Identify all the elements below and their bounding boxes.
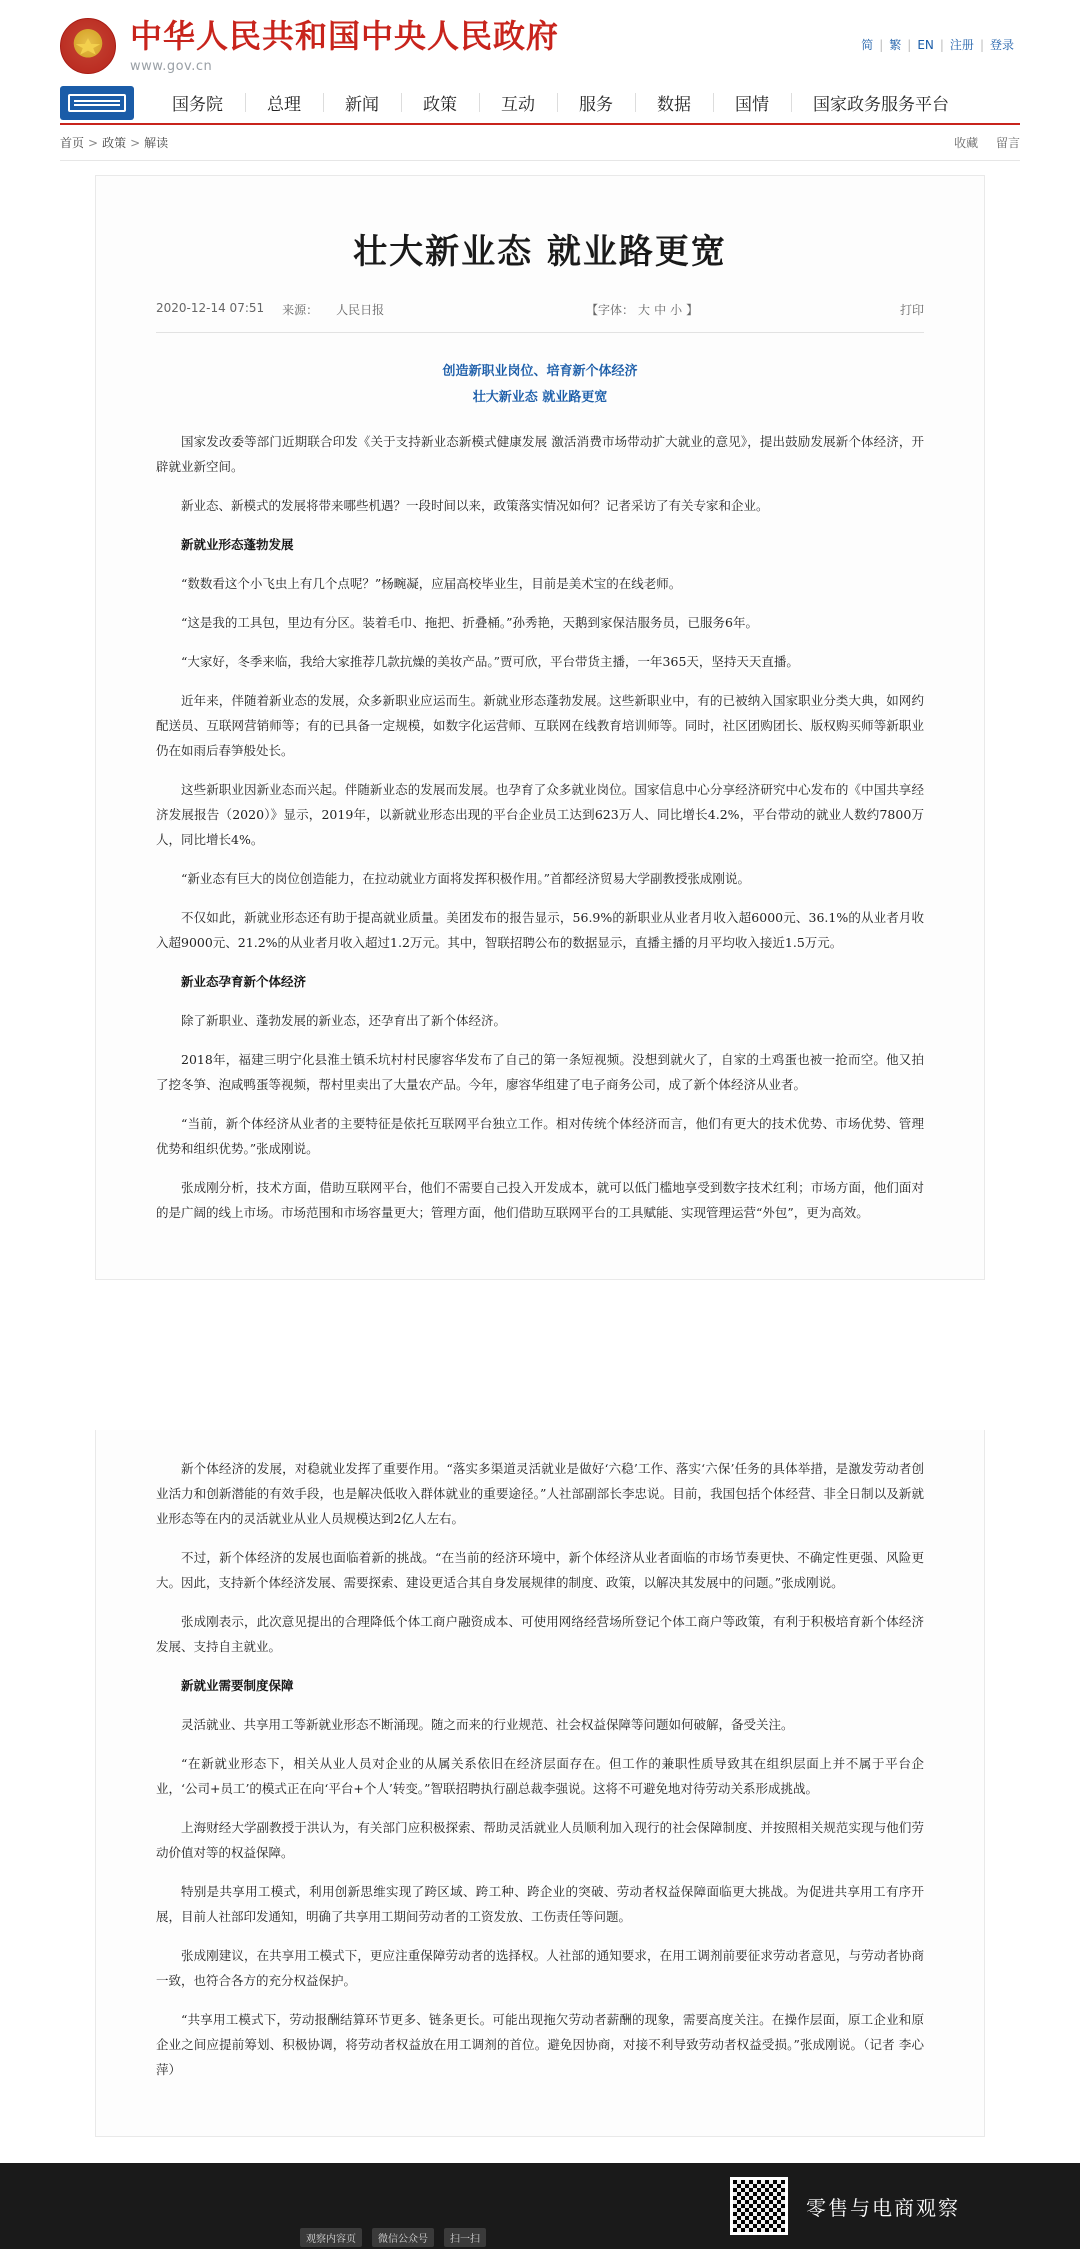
link-separator: | [879,37,884,52]
article-body-lower [156,1456,924,2082]
body-paragraph: 国家发改委等部门近期联合印发《关于支持新业态新模式健康发展 激活消费市场带动扩大就业的意见》，提出鼓励发展新个体经济，开辟就业新空间。 [156,434,924,474]
breadcrumb-bar [60,125,1020,161]
publish-date: 2020-12-14 07:51 [156,301,265,315]
nav-item-zongli[interactable]: 总理 [245,84,323,121]
nav-item-guowuyuan[interactable]: 国务院 [172,95,223,115]
body-paragraph: 张成刚分析，技术方面，借助互联网平台，他们不需要自己投入开发成本，就可以低门槛地享受到数字技术红利；市场方面，他们面对的是广阔的线上市场。市场范围和市场容量更大；管理方面，他们借助互联网平台的工具赋能、实现管理运营“外包”，更为高效。 [156,1180,924,1220]
body-paragraph: 2018年，福建三明宁化县淮土镇禾坑村村民廖容华发布了自己的第一条短视频。没想到就火了，自家的土鸡蛋也被一抢而空。他又拍了挖冬笋、泡咸鸭蛋等视频，帮村里卖出了大量农产品。今年，廖容华组建了电子商务公司，成了新个体经济从业者。 [156,1052,924,1092]
qr-code-icon [730,2177,788,2235]
section-heading: 新就业形态蓬勃发展 [181,537,294,552]
body-paragraph: 新业态、新模式的发展将带来哪些机遇？一段时间以来，政策落实情况如何？记者采访了有关专家和企业。 [181,498,769,513]
article-body-upper [156,429,924,1225]
body-paragraph: 这些新职业因新业态而兴起。伴随新业态的发展而发展。也孕育了众多就业岗位。国家信息中心分享经济研究中心发布的《中国共享经济发展报告（2020）》显示，2019年，以新就业形态出现的平台企业员工达到623万人、同比增长4.2%，平台带动的就业人数约7800万人，同比增长4%。 [156,782,924,847]
subtitle-line-2: 壮大新业态 就业路更宽 [472,390,608,405]
main-navigation [60,84,1020,125]
message-button[interactable]: 留言 [995,136,1020,150]
font-size-medium[interactable]: 中 [654,303,667,317]
breadcrumb-separator: > [88,136,99,150]
top-utility-links [855,36,1020,53]
footer-tag-3: 扫一扫 [444,2228,486,2247]
article-card-upper [95,175,985,1280]
nav-item-zhengwu-platform[interactable]: 国家政务服务平台 [791,84,949,121]
site-brand[interactable] [60,18,559,74]
nav-item-hudong[interactable]: 互动 [479,84,557,121]
nav-item-fuwu[interactable]: 服务 [557,84,635,121]
footer-tag-1: 观察内容页 [300,2228,362,2247]
site-title: 中华人民共和国中央人民政府 [130,17,560,56]
font-size-label: 【字体： [586,303,635,317]
font-size-close: 】 [686,303,699,317]
breadcrumb-policy[interactable]: 政策 [102,136,127,150]
breadcrumb [60,134,168,151]
breadcrumb-interpretation[interactable]: 解读 [144,136,169,150]
body-paragraph: 上海财经大学副教授于洪认为，有关部门应积极探索、帮助灵活就业人员顺利加入现行的社会保障制度、并按照相关规范实现与他们劳动价值对等的权益保障。 [156,1820,924,1860]
link-separator: | [979,37,984,52]
body-paragraph: 不仅如此，新就业形态还有助于提高就业质量。美团发布的报告显示，56.9%的新职业从业者月收入超6000元、36.1%的从业者月收入超9000元、21.2%的从业者月收入超过1.2万元。其中，智联招聘公布的数据显示，直播主播的月平均收入接近1.5万元。 [156,910,924,950]
source-label: 来源： [282,303,319,317]
font-size-small[interactable]: 小 [670,303,683,317]
body-paragraph: 不过，新个体经济的发展也面临着新的挑战。“在当前的经济环境中，新个体经济从业者面临的市场节奏更快、不确定性更强、风险更大。因此，支持新个体经济发展、需要探索、建设更适合其自身发展规律的制度、政策，以解决其发展中的问题。”张成刚说。 [156,1550,924,1590]
nav-item-zhengce[interactable]: 政策 [401,84,479,121]
register-link[interactable]: 注册 [949,38,974,52]
scan-page-gap [0,1280,1080,1430]
body-paragraph: “大家好，冬季来临，我给大家推荐几款抗燥的美妆产品。”贾可欣，平台带货主播，一年365天，坚持天天直播。 [181,654,799,669]
body-paragraph: 新个体经济的发展，对稳就业发挥了重要作用。“落实多渠道灵活就业是做好‘六稳’工作、落实‘六保’任务的具体举措，是激发劳动者创业活力和创新潜能的有效手段，也是解决低收入群体就业的重要途径。”人社部副部长李忠说。目前，我国包括个体经营、非全日制以及新就业形态等在内的灵活就业从业人员规模达到2亿人左右。 [156,1461,924,1526]
body-paragraph: 特别是共享用工模式，利用创新思维实现了跨区域、跨工种、跨企业的突破、劳动者权益保障面临更大挑战。为促进共享用工有序开展，目前人社部印发通知，明确了共享用工期间劳动者的工资发放、工伤责任等问题。 [156,1884,924,1924]
wechat-account-name: 零售与电商观察 [806,2195,960,2220]
font-size-large[interactable]: 大 [638,303,651,317]
link-separator: | [907,37,912,52]
body-paragraph: “共享用工模式下，劳动报酬结算环节更多、链条更长。可能出现拖欠劳动者薪酬的现象，需要高度关注。在操作层面，原工企业和原企业之间应提前筹划、积极协调，将劳动者权益放在用工调剂的首位。避免因协商，对接不利导致劳动者权益受损。”张成刚说。（记者 李心萍） [156,2012,924,2077]
favorite-button[interactable]: 收藏 [954,136,979,150]
body-paragraph: 除了新职业、蓬勃发展的新业态，还孕育出了新个体经济。 [181,1013,507,1028]
article-meta [156,301,924,333]
nav-item-xinwen[interactable]: 新闻 [323,84,401,121]
link-separator: | [939,37,944,52]
breadcrumb-separator: > [130,136,141,150]
national-emblem-icon [60,18,116,74]
body-paragraph: “这是我的工具包，里边有分区。装着毛巾、拖把、折叠桶。”孙秀艳，天鹅到家保洁服务员，已服务6年。 [181,615,758,630]
body-paragraph: “数数看这个小飞虫上有几个点呢？”杨畹凝，应届高校毕业生，目前是美术宝的在线老师。 [181,576,682,591]
gov-logo-icon[interactable] [60,86,134,120]
page-title: 壮大新业态 就业路更宽 [353,232,727,272]
footer-tags [300,2228,486,2247]
body-paragraph: 近年来，伴随着新业态的发展，众多新职业应运而生。新就业形态蓬勃发展。这些新职业中，有的已被纳入国家职业分类大典，如网约配送员、互联网营销师等；有的已具备一定规模，如数字化运营师、互联网在线教育培训师等。同时，社区团购团长、版权购买师等新职业仍在如雨后春笋般处长。 [156,693,924,758]
lang-en-link[interactable]: EN [917,37,934,52]
body-paragraph: 张成刚建议，在共享用工模式下，更应注重保障劳动者的选择权。人社部的通知要求，在用工调剂前要征求劳动者意见，与劳动者协商一致，也符合各方的充分权益保护。 [156,1948,924,1988]
body-paragraph: “新业态有巨大的岗位创造能力，在拉动就业方面将发挥积极作用。”首都经济贸易大学副教授张成刚说。 [181,871,751,886]
breadcrumb-home[interactable]: 首页 [60,136,85,150]
footer-tag-2: 微信公众号 [372,2228,434,2247]
section-heading: 新就业需要制度保障 [181,1678,294,1693]
footer-banner [0,2163,1080,2249]
section-heading: 新业态孕育新个体经济 [181,974,307,989]
body-paragraph: “在新就业形态下，相关从业人员对企业的从属关系依旧在经济层面存在。但工作的兼职性质导致其在组织层面上并不属于平台企业，‘公司+员工’的模式正在向‘平台+个人’转变。”智联招聘执行副总裁李强说。这将不可避免地对待劳动关系形成挑战。 [156,1756,924,1796]
breadcrumb-actions [940,134,1020,151]
login-link[interactable]: 登录 [989,38,1014,52]
site-url: www.gov.cn [130,58,213,74]
source-name: 人民日报 [336,303,385,317]
article-card-lower [95,1430,985,2137]
nav-item-guoqing[interactable]: 国情 [713,84,791,121]
subtitle-line-1: 创造新职业岗位、培育新个体经济 [442,364,638,379]
body-paragraph: “当前，新个体经济从业者的主要特征是依托互联网平台独立工作。相对传统个体经济而言，他们有更大的技术优势、市场优势、管理优势和组织优势。”张成刚说。 [156,1116,924,1156]
body-paragraph: 张成刚表示，此次意见提出的合理降低个体工商户融资成本、可使用网络经营场所登记个体工商户等政策，有利于积极培育新个体经济发展、支持自主就业。 [156,1614,924,1654]
site-header [0,0,1080,74]
lang-traditional-link[interactable]: 繁 [889,38,902,52]
body-paragraph: 灵活就业、共享用工等新就业形态不断涌现。随之而来的行业规范、社会权益保障等问题如何破解，备受关注。 [181,1717,794,1732]
article-subtitle [156,359,924,411]
nav-item-shuju[interactable]: 数据 [635,84,713,121]
print-button[interactable]: 打印 [899,303,924,317]
lang-simplified-link[interactable]: 简 [861,38,874,52]
